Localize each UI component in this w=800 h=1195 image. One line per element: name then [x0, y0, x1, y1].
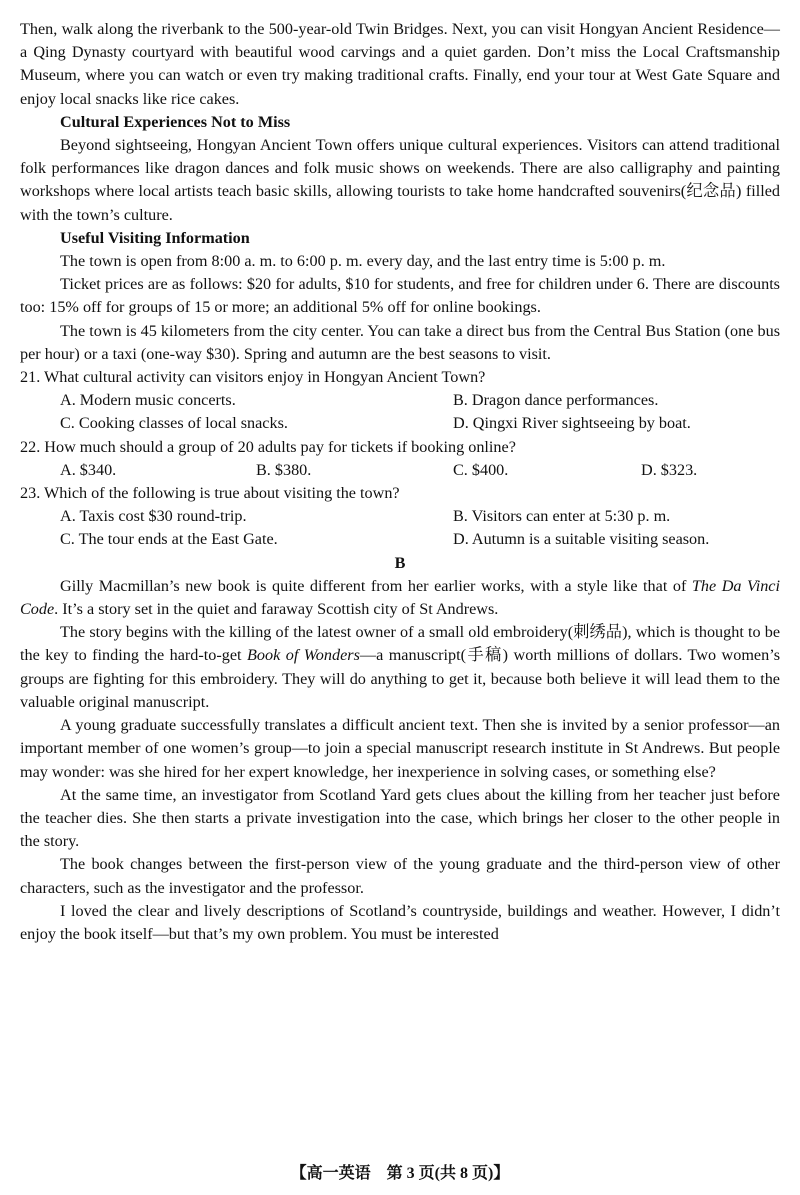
question-options — [20, 459, 780, 482]
question-stem: 21. What cultural activity can visitors enjoy in Hongyan Ancient Town? — [20, 368, 486, 387]
passage-a-paragraph-hours: The town is open from 8:00 a. m. to 6:00 p. m. every day, and the last entry time is 5:00 p. m. — [60, 252, 666, 271]
book-title-book-of-wonders: Book of Wonders — [247, 646, 360, 665]
option-d: D. Qingxi River sightseeing by boat. — [453, 414, 691, 433]
passage-a-paragraph-tickets: Ticket prices are as follows: $20 for adults, $10 for students, and free for children under 6. There are discounts too: 15% off for groups of 15 or more; an additional 5% off for online bookings. — [20, 275, 780, 317]
question-23 — [20, 482, 780, 552]
option-a: A. Taxis cost $30 round-trip. — [60, 507, 247, 526]
heading-useful-info: Useful Visiting Information — [60, 228, 250, 247]
passage-b-paragraph-4: At the same time, an investigator from Scotland Yard gets clues about the killing from her teacher just before the teacher dies. She then starts a private investigation into the case, which brings her closer to the other people in the story. — [20, 785, 780, 851]
section-b-label: B — [394, 553, 406, 572]
option-a: A. Modern music concerts. — [60, 391, 236, 410]
book-title-da-vinci-code: The Da Vinci Code — [20, 576, 780, 619]
page-content — [20, 18, 780, 946]
passage-b-paragraph-3: A young graduate successfully translates a difficult ancient text. Then she is invited by a senior professor—an important member of one women’s group—to join a special manuscript research institute in St Andrews. But people may wonder: was she hired for her expert knowledge, her inexperience in solving cases, or something else? — [20, 716, 780, 781]
question-stem: 23. Which of the following is true about visiting the town? — [20, 484, 400, 503]
passage-b-paragraph-2: The story begins with the killing of the latest owner of a small old embroidery(刺绣品), which is thought to be the key to finding the hard-to-get Book of Wonders—a manuscript(手稿) worth millions of dollars. Two women’s groups are fighting for this embroidery. They will do anything to get it, because both believe it will lead them to the valuable original manuscript. — [20, 623, 781, 711]
heading-cultural-experiences: Cultural Experiences Not to Miss — [60, 112, 291, 131]
passage-b-paragraph-1: Gilly Macmillan’s new book is quite different from her earlier works, with a style like that of The Da Vinci Code. It’s a story set in the quiet and faraway Scottish city of St Andrews. — [20, 576, 780, 619]
question-options — [20, 389, 780, 435]
question-stem: 22. How much should a group of 20 adults pay for tickets if booking online? — [20, 437, 516, 456]
option-b: B. $380. — [256, 460, 312, 479]
passage-a-paragraph-transport: The town is 45 kilometers from the city center. You can take a direct bus from the Central Bus Station (one bus per hour) or a taxi (one-way $30). Spring and autumn are the best seasons to visit. — [20, 321, 780, 363]
option-c: C. Cooking classes of local snacks. — [60, 414, 288, 433]
passage-b-paragraph-6: I loved the clear and lively descriptions of Scotland’s countryside, buildings and weather. However, I didn’t enjoy the book itself—but that’s my own problem. You must be interested — [20, 901, 780, 943]
page-footer: 【高一英语 第 3 页(共 8 页)】 — [290, 1165, 510, 1182]
passage-a-paragraph-route: Then, walk along the riverbank to the 500-year-old Twin Bridges. Next, you can visit Hongyan Ancient Residence—a Qing Dynasty courtyard with beautiful wood carvings and a quiet garden. Don’t miss the Local Craftsmanship Museum, where you can watch or even try making traditional crafts. Finally, end your tour at West Gate Square and enjoy local snacks like rice cakes. — [20, 20, 780, 108]
option-c: C. $400. — [453, 460, 509, 479]
option-d: D. Autumn is a suitable visiting season. — [453, 530, 710, 549]
question-21 — [20, 366, 780, 436]
option-c: C. The tour ends at the East Gate. — [60, 530, 278, 549]
question-22 — [20, 436, 780, 482]
option-b: B. Dragon dance performances. — [453, 391, 659, 410]
option-a: A. $340. — [60, 460, 117, 479]
option-b: B. Visitors can enter at 5:30 p. m. — [453, 507, 671, 526]
passage-a-paragraph-cultural: Beyond sightseeing, Hongyan Ancient Town offers unique cultural experiences. Visitors can attend traditional folk performances like dragon dances and folk music shows on weekends. There are also calligraphy and painting workshops where local artists teach basic skills, allowing tourists to take home handcrafted souvenirs(纪念品) filled with the town’s culture. — [20, 136, 780, 224]
passage-b-paragraph-5: The book changes between the first-person view of the young graduate and the third-person view of other characters, such as the investigator and the professor. — [20, 855, 780, 897]
question-options — [20, 505, 780, 551]
option-d: D. $323. — [641, 460, 698, 479]
